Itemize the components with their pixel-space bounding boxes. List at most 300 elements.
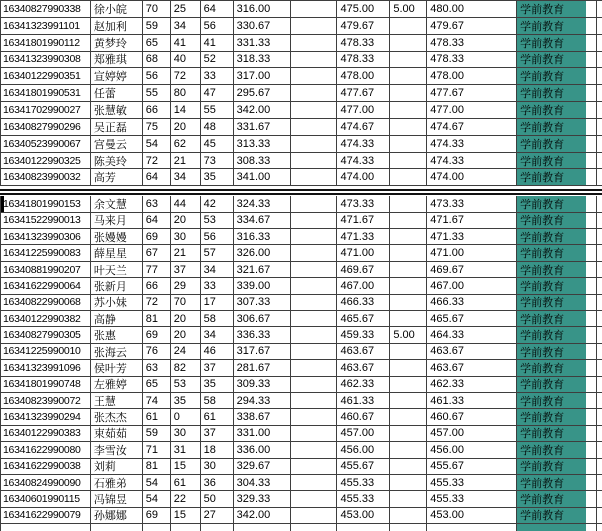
- cell-bonus[interactable]: [390, 196, 427, 211]
- cell-major[interactable]: [517, 459, 597, 474]
- cell-written-total[interactable]: 307.33: [234, 295, 291, 310]
- cell-composite-score[interactable]: 475.00: [337, 1, 390, 17]
- cell-bonus[interactable]: [390, 85, 427, 101]
- cell-final-score[interactable]: 478.00: [427, 68, 517, 84]
- cell-bonus[interactable]: [390, 229, 427, 244]
- cell-score2[interactable]: 14: [171, 102, 201, 118]
- cell-written-total[interactable]: 342.00: [234, 508, 291, 523]
- cell-name[interactable]: 徐小皖: [91, 1, 143, 17]
- cell-score1[interactable]: 54: [143, 491, 171, 506]
- cell-empty[interactable]: [291, 426, 338, 441]
- cell-score2[interactable]: 20: [171, 119, 201, 135]
- cell-score1[interactable]: 67: [143, 245, 171, 260]
- cell-score3[interactable]: 17: [201, 295, 234, 310]
- cell-score1[interactable]: 59: [143, 426, 171, 441]
- cell-edge-sliver[interactable]: [597, 229, 602, 244]
- cell-major[interactable]: [517, 393, 597, 408]
- cell-name[interactable]: 孙娜娜: [91, 508, 143, 523]
- cell-composite-score[interactable]: 478.33: [337, 52, 390, 68]
- cell-student-id[interactable]: 16340824990090: [1, 475, 91, 490]
- cell-written-total[interactable]: 317.00: [234, 68, 291, 84]
- cell-empty[interactable]: [291, 491, 338, 506]
- cell-bonus[interactable]: [390, 52, 427, 68]
- cell-final-score[interactable]: 455.33: [427, 491, 517, 506]
- cell-major[interactable]: [517, 68, 597, 84]
- cell-edge-sliver[interactable]: [597, 52, 602, 68]
- cell-edge-sliver[interactable]: [597, 35, 602, 51]
- cell-final-score[interactable]: 471.33: [427, 229, 517, 244]
- cell-empty[interactable]: [291, 311, 338, 326]
- cell-name[interactable]: 刘莉: [91, 459, 143, 474]
- cell-student-id[interactable]: 16340122990382: [1, 311, 91, 326]
- cell-edge-sliver[interactable]: [597, 508, 602, 523]
- cell-major[interactable]: [517, 119, 597, 135]
- cell-name[interactable]: 吴正磊: [91, 119, 143, 135]
- cell-bonus[interactable]: [390, 262, 427, 277]
- cell-score3[interactable]: 36: [201, 475, 234, 490]
- cell-score1[interactable]: [143, 524, 171, 531]
- cell-written-total[interactable]: 331.67: [234, 119, 291, 135]
- cell-score3[interactable]: 50: [201, 491, 234, 506]
- cell-empty[interactable]: [291, 442, 338, 457]
- cell-major[interactable]: [517, 409, 597, 424]
- cell-final-score[interactable]: 477.00: [427, 102, 517, 118]
- cell-final-score[interactable]: 460.67: [427, 409, 517, 424]
- cell-major[interactable]: [517, 85, 597, 101]
- cell-score1[interactable]: 75: [143, 119, 171, 135]
- cell-final-score[interactable]: 455.67: [427, 459, 517, 474]
- cell-score2[interactable]: 24: [171, 344, 201, 359]
- cell-bonus[interactable]: [390, 393, 427, 408]
- cell-major[interactable]: [517, 153, 597, 169]
- cell-score3[interactable]: 37: [201, 426, 234, 441]
- cell-major[interactable]: [517, 35, 597, 51]
- cell-score2[interactable]: 61: [171, 475, 201, 490]
- cell-score3[interactable]: 42: [201, 196, 234, 211]
- cell-major[interactable]: [517, 475, 597, 490]
- cell-empty[interactable]: [291, 169, 338, 185]
- cell-final-score[interactable]: 462.33: [427, 377, 517, 392]
- cell-empty[interactable]: [291, 85, 338, 101]
- cell-student-id[interactable]: 16340827990296: [1, 119, 91, 135]
- cell-written-total[interactable]: 304.33: [234, 475, 291, 490]
- cell-score2[interactable]: 34: [171, 169, 201, 185]
- cell-score3[interactable]: 64: [201, 1, 234, 17]
- cell-student-id[interactable]: 16340881990207: [1, 262, 91, 277]
- cell-final-score[interactable]: 474.67: [427, 119, 517, 135]
- cell-final-score[interactable]: 467.00: [427, 278, 517, 293]
- cell-score1[interactable]: 69: [143, 327, 171, 342]
- cell-composite-score[interactable]: 455.33: [337, 475, 390, 490]
- cell-composite-score[interactable]: 469.67: [337, 262, 390, 277]
- cell-student-id[interactable]: 16341801990112: [1, 35, 91, 51]
- cell-score1[interactable]: 81: [143, 311, 171, 326]
- cell-score3[interactable]: 56: [201, 18, 234, 34]
- cell-written-total[interactable]: 338.67: [234, 409, 291, 424]
- cell-name[interactable]: 李雪汝: [91, 442, 143, 457]
- cell-empty[interactable]: [291, 327, 338, 342]
- cell-major[interactable]: [517, 508, 597, 523]
- cell-major[interactable]: [517, 295, 597, 310]
- cell-score3[interactable]: 73: [201, 153, 234, 169]
- cell-name[interactable]: 高静: [91, 311, 143, 326]
- cell-composite-score[interactable]: 463.67: [337, 360, 390, 375]
- cell-composite-score[interactable]: 463.67: [337, 344, 390, 359]
- cell-edge-sliver[interactable]: [597, 344, 602, 359]
- cell-bonus[interactable]: 5.00: [390, 327, 427, 342]
- cell-score2[interactable]: 82: [171, 360, 201, 375]
- cell-written-total[interactable]: 331.33: [234, 35, 291, 51]
- cell-bonus[interactable]: [390, 459, 427, 474]
- cell-written-total[interactable]: 336.33: [234, 327, 291, 342]
- cell-name[interactable]: 王慧: [91, 393, 143, 408]
- cell-score2[interactable]: 40: [171, 52, 201, 68]
- cell-empty[interactable]: [291, 18, 338, 34]
- cell-score2[interactable]: 0: [171, 409, 201, 424]
- cell-edge-sliver[interactable]: [597, 169, 602, 185]
- cell-final-score[interactable]: 474.00: [427, 169, 517, 185]
- cell-final-score[interactable]: 474.33: [427, 136, 517, 152]
- cell-written-total[interactable]: 334.67: [234, 213, 291, 228]
- cell-composite-score[interactable]: 455.67: [337, 459, 390, 474]
- cell-written-total[interactable]: 313.33: [234, 136, 291, 152]
- cell-major[interactable]: [517, 377, 597, 392]
- cell-score1[interactable]: 64: [143, 169, 171, 185]
- cell-edge-sliver[interactable]: [597, 245, 602, 260]
- cell-edge-sliver[interactable]: [597, 1, 602, 17]
- cell-edge-sliver[interactable]: [597, 153, 602, 169]
- cell-student-id[interactable]: [1, 524, 91, 531]
- cell-score3[interactable]: 41: [201, 35, 234, 51]
- cell-name[interactable]: [91, 524, 143, 531]
- cell-bonus[interactable]: [390, 442, 427, 457]
- cell-edge-sliver[interactable]: [597, 102, 602, 118]
- cell-student-id[interactable]: 16341702990027: [1, 102, 91, 118]
- cell-bonus[interactable]: [390, 169, 427, 185]
- cell-student-id[interactable]: 16341225990010: [1, 344, 91, 359]
- cell-composite-score[interactable]: 478.00: [337, 68, 390, 84]
- cell-bonus[interactable]: [390, 102, 427, 118]
- cell-bonus[interactable]: [390, 377, 427, 392]
- cell-score1[interactable]: 66: [143, 102, 171, 118]
- cell-final-score[interactable]: 473.33: [427, 196, 517, 211]
- cell-bonus[interactable]: [390, 475, 427, 490]
- cell-score3[interactable]: 55: [201, 102, 234, 118]
- cell-score3[interactable]: 34: [201, 327, 234, 342]
- cell-empty[interactable]: [291, 409, 338, 424]
- cell-bonus[interactable]: [390, 344, 427, 359]
- cell-composite-score[interactable]: 477.67: [337, 85, 390, 101]
- cell-bonus[interactable]: [390, 245, 427, 260]
- cell-empty[interactable]: [291, 278, 338, 293]
- cell-score1[interactable]: 64: [143, 213, 171, 228]
- cell-score1[interactable]: 81: [143, 459, 171, 474]
- cell-empty[interactable]: [291, 344, 338, 359]
- cell-major[interactable]: [517, 262, 597, 277]
- cell-empty[interactable]: [291, 360, 338, 375]
- cell-score2[interactable]: [171, 524, 201, 531]
- cell-student-id[interactable]: 16340827990305: [1, 327, 91, 342]
- cell-student-id[interactable]: 16341622990038: [1, 459, 91, 474]
- cell-written-total[interactable]: 316.00: [234, 1, 291, 17]
- cell-name[interactable]: 张新月: [91, 278, 143, 293]
- cell-composite-score[interactable]: 465.67: [337, 311, 390, 326]
- cell-score2[interactable]: 15: [171, 459, 201, 474]
- cell-major[interactable]: [517, 344, 597, 359]
- cell-major[interactable]: [517, 1, 597, 17]
- cell-score3[interactable]: 53: [201, 213, 234, 228]
- cell-empty[interactable]: [291, 245, 338, 260]
- cell-name[interactable]: 石雅弟: [91, 475, 143, 490]
- cell-empty[interactable]: [291, 1, 338, 17]
- cell-final-score[interactable]: 474.33: [427, 153, 517, 169]
- cell-score1[interactable]: 65: [143, 35, 171, 51]
- cell-empty[interactable]: [291, 508, 338, 523]
- cell-name[interactable]: 薛星星: [91, 245, 143, 260]
- cell-score3[interactable]: 58: [201, 393, 234, 408]
- cell-composite-score[interactable]: 471.33: [337, 229, 390, 244]
- cell-bonus[interactable]: [390, 491, 427, 506]
- cell-student-id[interactable]: 16340827990338: [1, 1, 91, 17]
- cell-score1[interactable]: 70: [143, 1, 171, 17]
- cell-major[interactable]: [517, 327, 597, 342]
- cell-bonus[interactable]: [390, 153, 427, 169]
- cell-name[interactable]: 叶天兰: [91, 262, 143, 277]
- cell-student-id[interactable]: 16341622990079: [1, 508, 91, 523]
- cell-score1[interactable]: 56: [143, 68, 171, 84]
- cell-bonus[interactable]: 5.00: [390, 1, 427, 17]
- cell-student-id[interactable]: 16341323990308: [1, 52, 91, 68]
- cell-score2[interactable]: 21: [171, 245, 201, 260]
- cell-score3[interactable]: 35: [201, 169, 234, 185]
- cell-written-total[interactable]: 339.00: [234, 278, 291, 293]
- cell-score2[interactable]: 22: [171, 491, 201, 506]
- cell-score2[interactable]: 34: [171, 18, 201, 34]
- cell-score2[interactable]: 15: [171, 508, 201, 523]
- cell-written-total[interactable]: 309.33: [234, 377, 291, 392]
- cell-score3[interactable]: 35: [201, 377, 234, 392]
- cell-score1[interactable]: 65: [143, 377, 171, 392]
- cell-student-id[interactable]: 16340122990325: [1, 153, 91, 169]
- cell-score3[interactable]: 34: [201, 262, 234, 277]
- cell-final-score[interactable]: 469.67: [427, 262, 517, 277]
- cell-score3[interactable]: 58: [201, 311, 234, 326]
- cell-score2[interactable]: 20: [171, 213, 201, 228]
- cell-composite-score[interactable]: 474.00: [337, 169, 390, 185]
- cell-written-total[interactable]: 295.67: [234, 85, 291, 101]
- cell-composite-score[interactable]: 473.33: [337, 196, 390, 211]
- cell-score1[interactable]: 54: [143, 475, 171, 490]
- cell-major[interactable]: [517, 311, 597, 326]
- cell-final-score[interactable]: 463.67: [427, 344, 517, 359]
- cell-score1[interactable]: 76: [143, 344, 171, 359]
- cell-major[interactable]: [517, 52, 597, 68]
- cell-final-score[interactable]: 461.33: [427, 393, 517, 408]
- cell-score2[interactable]: 29: [171, 278, 201, 293]
- cell-edge-sliver[interactable]: [597, 409, 602, 424]
- cell-bonus[interactable]: [390, 524, 427, 531]
- cell-score3[interactable]: 33: [201, 68, 234, 84]
- cell-major[interactable]: [517, 524, 597, 531]
- cell-score2[interactable]: 70: [171, 295, 201, 310]
- cell-student-id[interactable]: 16340122990383: [1, 426, 91, 441]
- cell-student-id[interactable]: 16340823990032: [1, 169, 91, 185]
- cell-written-total[interactable]: 281.67: [234, 360, 291, 375]
- cell-name[interactable]: 张杰杰: [91, 409, 143, 424]
- cell-composite-score[interactable]: 471.67: [337, 213, 390, 228]
- cell-edge-sliver[interactable]: [597, 119, 602, 135]
- cell-empty[interactable]: [291, 229, 338, 244]
- cell-edge-sliver[interactable]: [597, 295, 602, 310]
- cell-major[interactable]: [517, 196, 597, 211]
- cell-student-id[interactable]: 16341801990748: [1, 377, 91, 392]
- cell-empty[interactable]: [291, 136, 338, 152]
- cell-empty[interactable]: [291, 119, 338, 135]
- cell-score1[interactable]: 77: [143, 262, 171, 277]
- cell-composite-score[interactable]: 453.00: [337, 508, 390, 523]
- cell-score3[interactable]: 37: [201, 360, 234, 375]
- cell-written-total[interactable]: 330.67: [234, 18, 291, 34]
- cell-name[interactable]: 束茹茹: [91, 426, 143, 441]
- cell-written-total[interactable]: 316.33: [234, 229, 291, 244]
- cell-final-score[interactable]: 478.33: [427, 35, 517, 51]
- cell-edge-sliver[interactable]: [597, 262, 602, 277]
- cell-written-total[interactable]: 324.33: [234, 196, 291, 211]
- cell-score3[interactable]: 33: [201, 278, 234, 293]
- cell-written-total[interactable]: 329.67: [234, 459, 291, 474]
- cell-edge-sliver[interactable]: [597, 393, 602, 408]
- cell-bonus[interactable]: [390, 35, 427, 51]
- cell-score2[interactable]: 62: [171, 136, 201, 152]
- cell-written-total[interactable]: 294.33: [234, 393, 291, 408]
- cell-composite-score[interactable]: 479.67: [337, 18, 390, 34]
- cell-score2[interactable]: 35: [171, 393, 201, 408]
- cell-score1[interactable]: 72: [143, 153, 171, 169]
- cell-edge-sliver[interactable]: [597, 442, 602, 457]
- cell-bonus[interactable]: [390, 136, 427, 152]
- cell-written-total[interactable]: 306.67: [234, 311, 291, 326]
- cell-edge-sliver[interactable]: [597, 85, 602, 101]
- cell-major[interactable]: [517, 491, 597, 506]
- cell-bonus[interactable]: [390, 360, 427, 375]
- cell-bonus[interactable]: [390, 119, 427, 135]
- cell-score1[interactable]: 61: [143, 409, 171, 424]
- cell-major[interactable]: [517, 245, 597, 260]
- cell-name[interactable]: 黄梦玲: [91, 35, 143, 51]
- cell-composite-score[interactable]: 477.00: [337, 102, 390, 118]
- cell-name[interactable]: 宫曼云: [91, 136, 143, 152]
- cell-final-score[interactable]: 464.33: [427, 327, 517, 342]
- cell-bonus[interactable]: [390, 508, 427, 523]
- cell-edge-sliver[interactable]: [597, 360, 602, 375]
- cell-name[interactable]: 冯锦昱: [91, 491, 143, 506]
- cell-score3[interactable]: 52: [201, 52, 234, 68]
- cell-empty[interactable]: [291, 262, 338, 277]
- cell-name[interactable]: 陈美玲: [91, 153, 143, 169]
- cell-empty[interactable]: [291, 102, 338, 118]
- cell-score3[interactable]: 61: [201, 409, 234, 424]
- cell-score2[interactable]: 20: [171, 327, 201, 342]
- cell-empty[interactable]: [291, 377, 338, 392]
- cell-empty[interactable]: [291, 68, 338, 84]
- cell-empty[interactable]: [291, 459, 338, 474]
- cell-edge-sliver[interactable]: [597, 327, 602, 342]
- cell-score1[interactable]: 69: [143, 508, 171, 523]
- cell-bonus[interactable]: [390, 213, 427, 228]
- cell-student-id[interactable]: 16341522990013: [1, 213, 91, 228]
- cell-edge-sliver[interactable]: [597, 311, 602, 326]
- cell-name[interactable]: 赵加利: [91, 18, 143, 34]
- cell-final-score[interactable]: 456.00: [427, 442, 517, 457]
- cell-major[interactable]: [517, 169, 597, 185]
- cell-student-id[interactable]: 16340122990351: [1, 68, 91, 84]
- cell-final-score[interactable]: 471.00: [427, 245, 517, 260]
- cell-written-total[interactable]: 331.00: [234, 426, 291, 441]
- cell-composite-score[interactable]: 461.33: [337, 393, 390, 408]
- cell-score3[interactable]: 56: [201, 229, 234, 244]
- cell-empty[interactable]: [291, 52, 338, 68]
- cell-final-score[interactable]: 478.33: [427, 52, 517, 68]
- cell-student-id[interactable]: 16341323991101: [1, 18, 91, 34]
- cell-score2[interactable]: 25: [171, 1, 201, 17]
- cell-score3[interactable]: 47: [201, 85, 234, 101]
- cell-student-id[interactable]: 16341225990083: [1, 245, 91, 260]
- cell-bonus[interactable]: [390, 278, 427, 293]
- cell-score1[interactable]: 55: [143, 85, 171, 101]
- cell-name[interactable]: 马来月: [91, 213, 143, 228]
- cell-name[interactable]: 张慧敏: [91, 102, 143, 118]
- cell-score3[interactable]: 30: [201, 459, 234, 474]
- cell-score1[interactable]: 63: [143, 196, 171, 211]
- cell-final-score[interactable]: [427, 524, 517, 531]
- cell-final-score[interactable]: 465.67: [427, 311, 517, 326]
- cell-score1[interactable]: 69: [143, 229, 171, 244]
- cell-score1[interactable]: 71: [143, 442, 171, 457]
- cell-bonus[interactable]: [390, 409, 427, 424]
- cell-written-total[interactable]: 318.33: [234, 52, 291, 68]
- cell-empty[interactable]: [291, 524, 338, 531]
- cell-score3[interactable]: [201, 524, 234, 531]
- cell-bonus[interactable]: [390, 311, 427, 326]
- cell-composite-score[interactable]: 456.00: [337, 442, 390, 457]
- cell-student-id[interactable]: 16341323990306: [1, 229, 91, 244]
- cell-score2[interactable]: 41: [171, 35, 201, 51]
- cell-final-score[interactable]: 479.67: [427, 18, 517, 34]
- cell-empty[interactable]: [291, 153, 338, 169]
- cell-score1[interactable]: 54: [143, 136, 171, 152]
- cell-score2[interactable]: 37: [171, 262, 201, 277]
- cell-composite-score[interactable]: 474.67: [337, 119, 390, 135]
- cell-score2[interactable]: 21: [171, 153, 201, 169]
- cell-score2[interactable]: 72: [171, 68, 201, 84]
- cell-major[interactable]: [517, 136, 597, 152]
- cell-written-total[interactable]: 336.00: [234, 442, 291, 457]
- cell-edge-sliver[interactable]: [597, 377, 602, 392]
- cell-bonus[interactable]: [390, 295, 427, 310]
- cell-empty[interactable]: [291, 196, 338, 211]
- cell-written-total[interactable]: 341.00: [234, 169, 291, 185]
- cell-score2[interactable]: 20: [171, 311, 201, 326]
- cell-composite-score[interactable]: 455.33: [337, 491, 390, 506]
- cell-composite-score[interactable]: 459.33: [337, 327, 390, 342]
- cell-major[interactable]: [517, 442, 597, 457]
- cell-edge-sliver[interactable]: [597, 524, 602, 531]
- cell-student-id[interactable]: 16341323990294: [1, 409, 91, 424]
- cell-written-total[interactable]: 329.33: [234, 491, 291, 506]
- cell-student-id[interactable]: 16340523990067: [1, 136, 91, 152]
- cell-name[interactable]: 高芳: [91, 169, 143, 185]
- cell-final-score[interactable]: 453.00: [427, 508, 517, 523]
